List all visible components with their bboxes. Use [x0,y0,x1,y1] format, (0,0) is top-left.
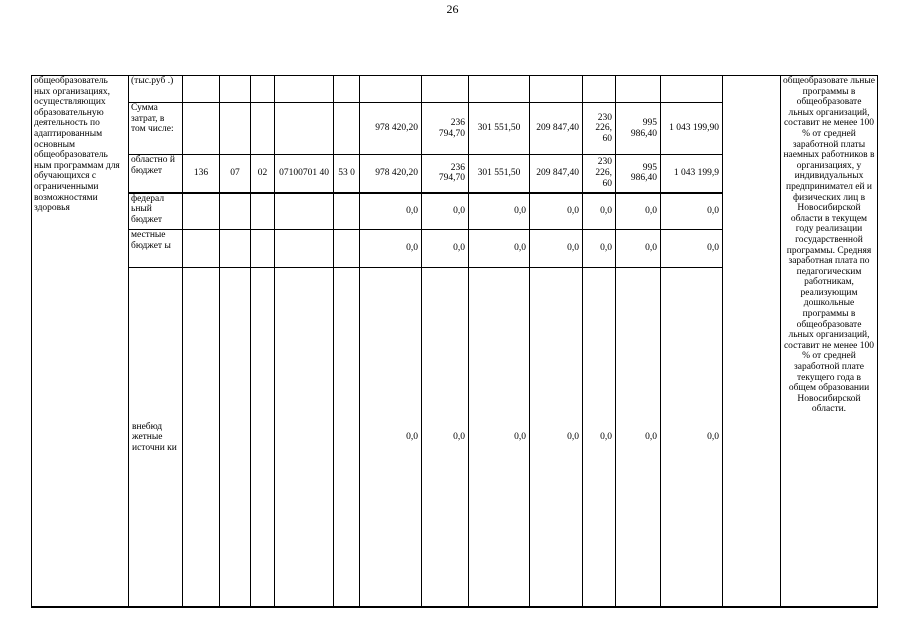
year-4-cell: 0,0 [583,230,616,268]
year-2-cell [469,76,530,103]
vr-cell: 53 0 [334,155,360,193]
year-1-cell: 236 794,70 [422,103,469,155]
row-label: Сумма затрат, в том числе: [129,103,183,155]
year-4-cell: 230 226, 60 [583,103,616,155]
year-4-cell: 0,0 [583,193,616,230]
csr-cell [275,268,334,608]
year-5-cell: 0,0 [616,193,661,230]
year-6-cell: 1 043 199,9 [661,155,723,193]
year-6-cell: 1 043 199,90 [661,103,723,155]
year-4-cell: 0,0 [583,268,616,608]
year-5-cell: 0,0 [616,230,661,268]
pr-cell: 02 [251,155,275,193]
rz-cell: 07 [220,155,251,193]
year-6-cell: 0,0 [661,193,723,230]
pr-cell [251,193,275,230]
total-cell: 978 420,20 [360,103,422,155]
year-1-cell: 0,0 [422,193,469,230]
total-cell: 0,0 [360,268,422,608]
total-cell: 0,0 [360,230,422,268]
year-6-cell: 0,0 [661,230,723,268]
pr-cell [251,76,275,103]
year-5-cell: 0,0 [616,268,661,608]
year-5-cell: 995 986,40 [616,103,661,155]
row-label: местные бюджет ы [129,230,183,268]
right-description-text: общеобразовате льные программы в общеобразовате льных организаций, составит не менее 100 % от средней заработной платы наемных работников в организациях, у индивидуальных предпринимател ей и физических лиц в Новосибирской области в текущем году реализации государственной программы. Средняя заработная плата по педагогическим работникам, реализующим дошкольные программы в общеобразовате льных организаций, составит не менее 100 % от средней заработной плате текущего года в общем образовании Новосибирской области. [783,76,875,415]
csr-cell [275,76,334,103]
grbs-cell [183,76,220,103]
year-3-cell: 209 847,40 [530,103,583,155]
vr-cell [334,230,360,268]
year-1-cell [422,76,469,103]
pr-cell [251,103,275,155]
year-3-cell: 0,0 [530,268,583,608]
pr-cell [251,230,275,268]
year-5-cell [616,76,661,103]
row-label: (тыс.руб .) [129,76,183,103]
year-4-cell: 230 226, 60 [583,155,616,193]
year-2-cell: 0,0 [469,230,530,268]
grbs-cell [183,230,220,268]
rz-cell [220,193,251,230]
left-description-text: общеобразователь ных организациях, осуществляющих образовательную деятельность по адаптированным основным общеобразователь ным программам для обучающихся с ограниченными возможностями здоровья [34,76,120,214]
year-1-cell: 0,0 [422,230,469,268]
rz-cell [220,268,251,608]
year-6-cell [661,76,723,103]
pr-cell [251,268,275,608]
budget-table [31,75,878,608]
grbs-cell: 136 [183,155,220,193]
vr-cell [334,268,360,608]
rz-cell [220,230,251,268]
year-6-cell: 0,0 [661,268,723,608]
year-2-cell: 301 551,50 [469,103,530,155]
year-2-cell: 301 551,50 [469,155,530,193]
grbs-cell [183,193,220,230]
table-row [32,76,878,103]
csr-cell [275,193,334,230]
year-1-cell: 236 794,70 [422,155,469,193]
year-2-cell: 0,0 [469,193,530,230]
year-1-cell: 0,0 [422,268,469,608]
year-3-cell: 0,0 [530,193,583,230]
row-label: федерал ьный бюджет [129,193,183,230]
csr-cell [275,230,334,268]
total-cell: 978 420,20 [360,155,422,193]
year-3-cell: 0,0 [530,230,583,268]
grbs-cell [183,268,220,608]
vr-cell [334,76,360,103]
year-4-cell [583,76,616,103]
row-label: внебюд жетные источни ки [129,268,183,608]
grbs-cell [183,103,220,155]
year-5-cell: 995 986,40 [616,155,661,193]
total-cell: 0,0 [360,193,422,230]
table-bottom-border [31,606,877,608]
year-2-cell: 0,0 [469,268,530,608]
page-number: 26 [446,2,459,16]
vr-cell [334,103,360,155]
empty-column [723,76,781,608]
csr-cell: 07100701 40 [275,155,334,193]
csr-cell [275,103,334,155]
rz-cell [220,76,251,103]
total-cell [360,76,422,103]
year-3-cell [530,76,583,103]
right-description-cell [781,76,878,608]
year-3-cell: 209 847,40 [530,155,583,193]
row-label: областно й бюджет [129,155,183,193]
vr-cell [334,193,360,230]
rz-cell [220,103,251,155]
left-description-cell [32,76,129,608]
